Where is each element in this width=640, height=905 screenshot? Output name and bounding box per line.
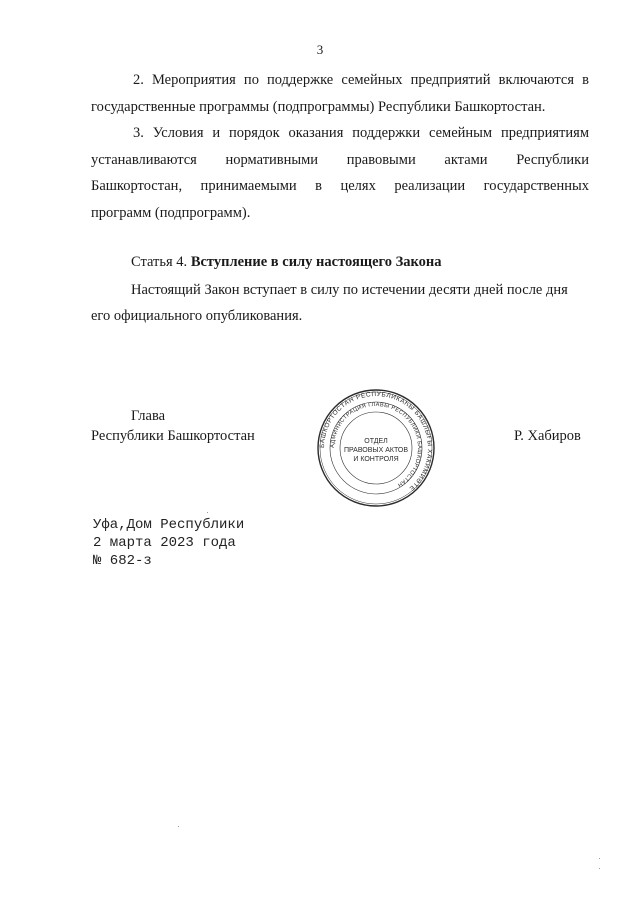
article-4-body-line-2: его официального опубликования. — [91, 308, 303, 324]
stamp-number: № 682-з — [93, 553, 152, 569]
articles-2-3-text — [91, 67, 589, 226]
article-4-prefix: Статья 4. — [131, 254, 188, 270]
official-seal — [316, 388, 436, 508]
article-4-body-line-1: Настоящий Закон вступает в силу по истечении десяти дней после дня — [131, 282, 568, 298]
scan-speck — [599, 868, 600, 869]
article-4-title: Вступление в силу настоящего Закона — [190, 254, 442, 270]
paragraph-3-line-4: программ (подпрограмм). — [91, 204, 251, 221]
stamp-date: 2 марта 2023 года — [93, 535, 236, 551]
paragraph-3-line-1: 3. Условия и порядок оказания поддержки семейным предприятиям — [133, 125, 589, 141]
paragraph-3-line-3: Башкортостан, принимаемыми в целях реализации государственных — [91, 178, 589, 194]
scan-speck — [599, 858, 600, 859]
article-4-body — [91, 277, 589, 329]
article-4-heading — [131, 252, 442, 272]
signatory-position-line-2: Республики Башкортостан — [91, 428, 255, 444]
scan-speck — [178, 826, 179, 827]
registration-stamp — [93, 516, 244, 570]
seal-center-line-1: ОТДЕЛ — [364, 438, 388, 445]
paragraph-2-line-1: 2. Мероприятия по поддержке семейных предприятий включаются в — [133, 72, 589, 88]
signatory-position-line-1: Глава — [131, 408, 166, 424]
seal-inner-ring-text: АДМИНИСТРАЦИЯ ГЛАВЫ РЕСПУБЛИКИ БАШКОРТОСТАН — [329, 401, 423, 488]
paragraph-3-line-2: устанавливаются нормативными правовыми актами Республики — [91, 151, 589, 168]
seal-center-line-3: И КОНТРОЛЯ — [353, 456, 399, 463]
signatory-name: Р. Хабиров — [514, 428, 581, 444]
paragraph-2-line-2: государственные программы (подпрограммы) Республики Башкортостан. — [91, 98, 546, 115]
seal-center-line-2: ПРАВОВЫХ АКТОВ — [343, 447, 409, 454]
stamp-place: Уфа,Дом Республики — [93, 517, 245, 533]
scan-speck — [207, 512, 208, 513]
page-number: 3 — [316, 42, 324, 57]
signatory-position — [91, 406, 255, 446]
seal-outer-text: БАШКОРТОСТАН РЕСПУБЛИКАҺЫ БАШЛЫҒЫ ХАКИМИӘТЕ — [318, 390, 434, 493]
